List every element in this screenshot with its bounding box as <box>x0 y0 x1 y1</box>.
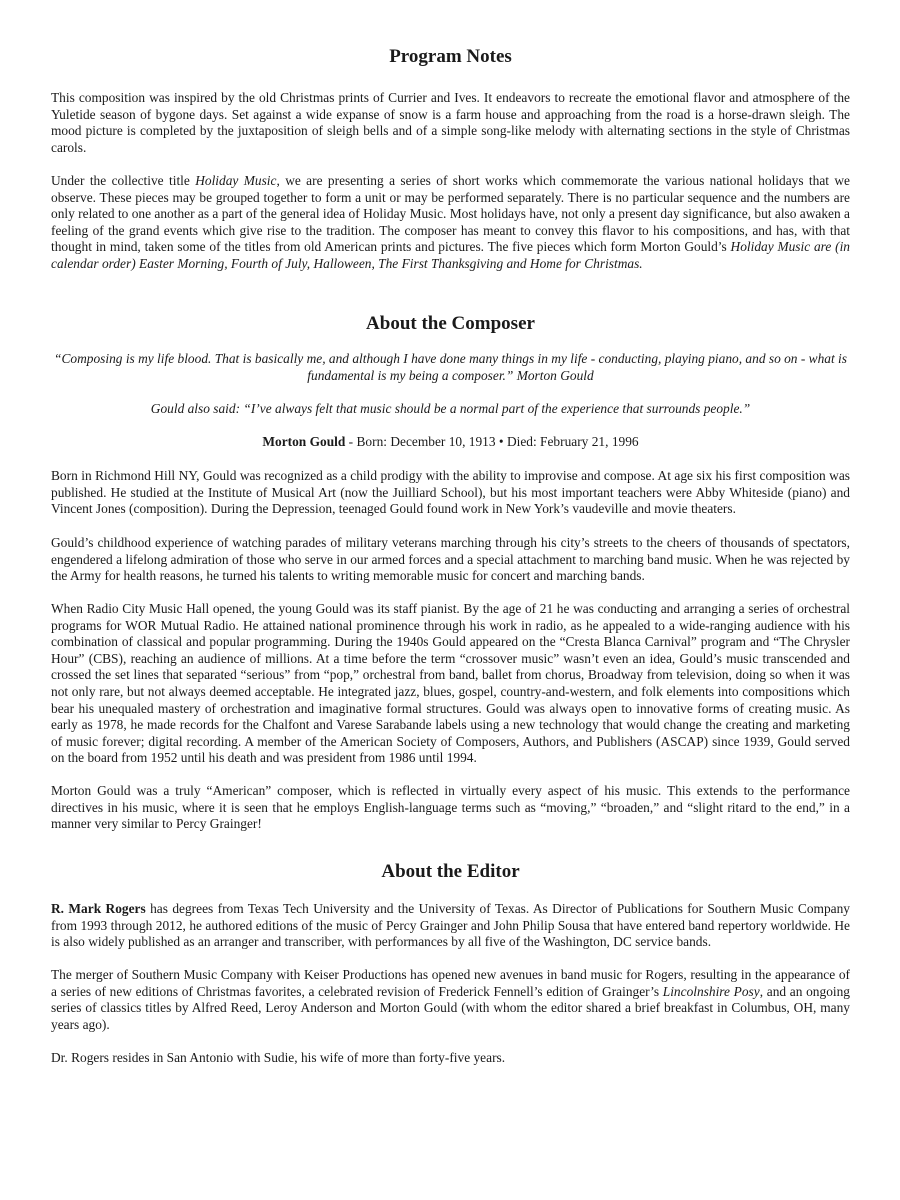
editor-p2-text-b: , and an ongoing series of classics titles by Alfred Reed, Leroy Anderson and Morton Gould (with whom the editor shared a brief breakfast in Columbus, OH, many years ago). <box>51 983 850 1032</box>
editor-paragraph-3: Dr. Rogers resides in San Antonio with Sudie, his wife of more than forty-five years. <box>51 1050 506 1065</box>
editor-p1-text: has degrees from Texas Tech University and the University of Texas. As Director of Publications for Southern Music Company from 1993 through 2012, he authored editions of the music of Percy Grainger and John Philip Sousa that have entered band repertory worldwide. He is also widely published as an arranger and transcriber, with performances by all five of the Washington, DC service bands. <box>51 901 851 950</box>
composer-life-dates <box>51 434 850 451</box>
program-notes-p2-text-a: Under the collective title <box>51 173 196 188</box>
about-composer-heading: About the Composer <box>366 313 535 334</box>
quote-1-text: “Composing is my life blood. That is basically me, and although I have done many things in my life - conducting, playing piano, and so on - what is fundamental is my being a composer.” Morton Gould <box>54 351 847 383</box>
composer-paragraph-4: Morton Gould was a truly “American” composer, which is reflected in virtually every aspect of his music. This extends to the performance directives in his music, where it is seen that he employs English-language terms such as “moving,” “broaden,” and “slight ritard to the end,” in a manner very similar to Percy Grainger! <box>51 783 850 832</box>
composer-quote-1 <box>51 351 850 384</box>
holiday-music-title: Holiday Music <box>195 173 277 188</box>
composer-dates: - Born: December 10, 1913 • Died: February 21, 1996 <box>345 434 639 449</box>
editor-p2-text-a: The merger of Southern Music Company with Keiser Productions has opened new avenues in band music for Rogers, resulting in the appearance of a series of new editions of Christmas favorites, a celebrated revision of Frederick Fennell’s edition of Grainger’s <box>51 967 850 999</box>
composer-paragraph-1: Born in Richmond Hill NY, Gould was recognized as a child prodigy with the ability to improvise and compose. At age six his first composition was published. He studied at the Institute of Musical Art (now the Juilliard School), but his most important teachers were Abby Whiteside (piano) and Vincent Jones (composition). During the Depression, teenaged Gould found work in New York’s vaudeville and movie theaters. <box>51 468 850 517</box>
composer-paragraph-3: When Radio City Music Hall opened, the young Gould was its staff pianist. By the age of 21 he was conducting and arranging a series of orchestral programs for WOR Mutual Radio. He attained national prominence through his work in radio, as he appealed to a wide-ranging audience with his combination of classical and popular programming. During the 1940s Gould appeared on the “Cresta Blanca Carnival” program and “The Chrysler Hour” (CBS), reaching an audience of millions. At a time before the term “crossover music” wasn’t even an idea, Gould’s music transcended and crossed the set lines that separated “serious” from “pop,” orchestral from band, ballet from chorus, Broadway from television, doing so when it was not only rare, but not always deemed acceptable. He integrated jazz, blues, gospel, country-and-western, and folk elements into compositions which bear his unequaled mastery of orchestration and imaginative formal structures. Gould was always open to innovative forms of creating music. As early as 1978, he made records for the Chalfont and Varese Sarabande labels using a new technology that would change the creating and marketing of music forever; digital recording. A member of the American Society of Composers, Authors, and Publishers (ASCAP) since 1939, Gould served on the board from 1952 until his death and was president from 1986 until 1994. <box>51 601 850 766</box>
composer-name: Morton Gould <box>262 434 346 449</box>
about-editor-heading: About the Editor <box>381 861 520 882</box>
editor-paragraph-1 <box>51 901 850 951</box>
editor-paragraph-2 <box>51 967 850 1033</box>
composer-quote-2 <box>51 401 850 418</box>
program-notes-paragraph-1: This composition was inspired by the old Christmas prints of Currier and Ives. It endeavors to recreate the emotional flavor and atmosphere of the Yuletide season of bygone days. Set against a wide expanse of snow is a farm house and approaching from the road is a horse-drawn sleigh. The mood picture is completed by the juxtaposition of sleigh bells and of a simple song-like melody with alternating sections in the style of Christmas carols. <box>51 90 850 155</box>
quote-2-text: Gould also said: “I’ve always felt that music should be a normal part of the experience that surrounds people.” <box>150 401 751 416</box>
editor-name: R. Mark Rogers <box>51 901 146 916</box>
program-notes-paragraph-2 <box>51 173 850 273</box>
composer-paragraph-2: Gould’s childhood experience of watching parades of military veterans marching through his city’s streets to the cheers of thousands of spectators, engendered a lifelong admiration of those who serve in our armed forces and a special attachment to marching band music. When he was rejected by the Army for health reasons, he turned his talents to writing memorable music for concert and marching bands. <box>51 535 850 584</box>
holiday-music-pieces: Holiday Music are (in calendar order) Easter Morning, Fourth of July, Halloween, The First Thanksgiving and Home for Christmas. <box>51 239 850 271</box>
program-notes-p2-text-b: , we are presenting a series of short works which commemorate the various national holidays that we observe. These pieces may be grouped together to form a unit or may be performed separately. There is no particular sequence and the numbers are only related to one another as a part of the general idea of Holiday Music. Most holidays have, not only a present day significance, but also awaken a feeling of the grand events which give rise to the tradition. The composer has meant to convey this flavor to his compositions, and has, with that thought in mind, taken some of the titles from old American prints and pictures. The five pieces which form Morton Gould’s <box>51 173 851 255</box>
program-notes-heading: Program Notes <box>389 46 512 67</box>
lincolnshire-posy-title: Lincolnshire Posy <box>662 983 760 999</box>
